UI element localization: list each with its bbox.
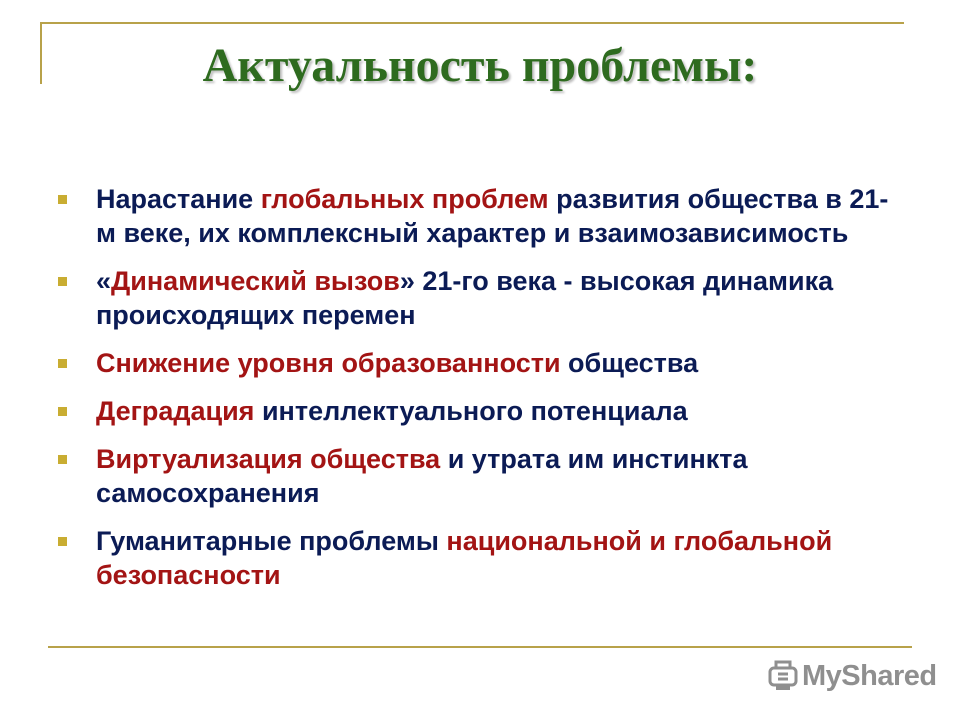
bullet-list: [56, 182, 896, 606]
item-text-highlight: Деградация: [96, 396, 255, 426]
square-bullet-icon: [58, 455, 67, 464]
watermark-text: MyShared: [802, 659, 937, 692]
item-text-plain: интеллектуального потенциала: [254, 396, 688, 426]
list-item: [56, 442, 896, 510]
item-text-plain: Гуманитарные проблемы: [96, 526, 447, 556]
list-item: [56, 346, 896, 380]
item-text-highlight: национальной и глобальной безопасности: [96, 526, 833, 590]
item-text-plain: развития общества в 21-м веке, их комплексный характер и взаимозависимость: [96, 184, 889, 248]
item-text-plain: и утрата им инстинкта самосохранения: [96, 444, 748, 508]
list-item: [56, 524, 896, 592]
item-text-highlight: глобальных проблем: [260, 184, 549, 214]
frame-top-line: [40, 22, 904, 24]
item-text-plain: Нарастание: [96, 184, 261, 214]
item-text-highlight: Виртуализация общества: [96, 444, 441, 474]
square-bullet-icon: [58, 359, 67, 368]
square-bullet-icon: [58, 537, 67, 546]
list-item: [56, 264, 896, 332]
square-bullet-icon: [58, 195, 67, 204]
item-text-plain: общества: [560, 348, 699, 378]
frame-bottom-line: [48, 646, 912, 648]
list-item: [56, 182, 896, 250]
square-bullet-icon: [58, 277, 67, 286]
item-text-highlight: Динамический вызов: [111, 266, 400, 296]
watermark-logo: [766, 656, 937, 696]
square-bullet-icon: [58, 407, 67, 416]
list-item: [56, 394, 896, 428]
slide-title: Актуальность проблемы:: [202, 39, 758, 92]
myshared-logo-icon: [766, 659, 800, 693]
item-text-plain: «: [96, 266, 112, 296]
item-text-highlight: Снижение уровня образованности: [96, 348, 561, 378]
item-text-plain: » 21-го века - высокая динамика происходящих перемен: [96, 266, 834, 330]
